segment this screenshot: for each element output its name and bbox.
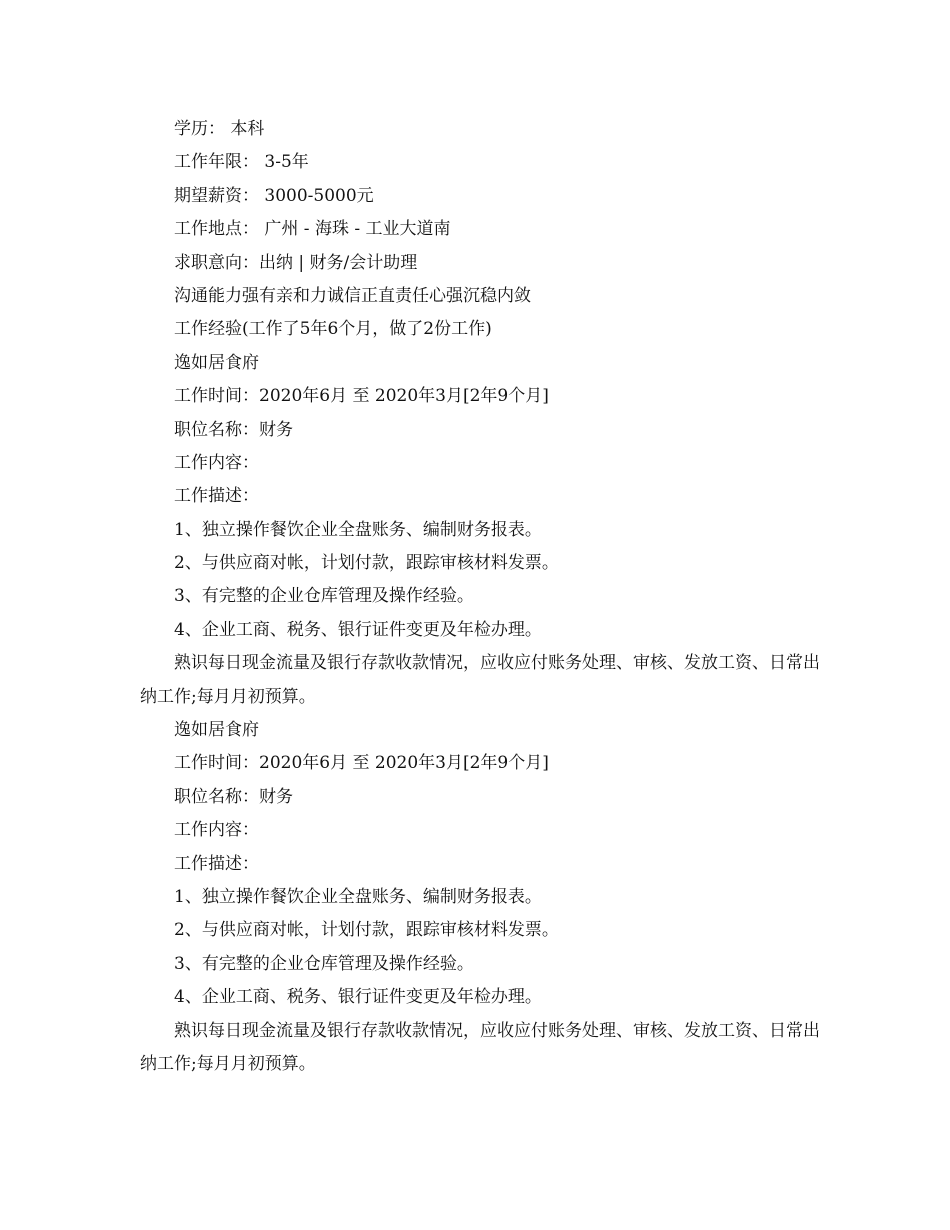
work-content-label: 工作内容：: [174, 452, 259, 473]
job-summary-paragraph: 熟识每日现金流量及银行存款收款情况，应收应付账务处理、审核、发放工资、日常出纳工作;每月月初预算。: [140, 1020, 820, 1074]
duty-item: 2、与供应商对帐，计划付款，跟踪审核材料发票。: [174, 920, 559, 941]
duty-item: 3、有完整的企业仓库管理及操作经验。: [174, 953, 474, 974]
position-title: 职位名称：财务: [174, 419, 293, 440]
work-description-label: 工作描述：: [174, 853, 259, 874]
company-name: 逸如居食府: [174, 720, 259, 741]
duty-item: 4、企业工商、税务、银行证件变更及年检办理。: [174, 987, 542, 1008]
work-years-line: 工作年限： 3-5年: [174, 152, 309, 173]
work-period: 工作时间：2020年6月 至 2020年3月[2年9个月]: [174, 753, 549, 774]
company-name: 逸如居食府: [174, 352, 259, 373]
job-entry: [140, 714, 830, 1081]
work-location-line: 工作地点： 广州 - 海珠 - 工业大道南: [174, 219, 451, 240]
resume-content: [140, 113, 830, 1081]
duty-item: 4、企业工商、税务、银行证件变更及年检办理。: [174, 619, 542, 640]
position-title: 职位名称：财务: [174, 786, 293, 807]
duty-item: 2、与供应商对帐，计划付款，跟踪审核材料发票。: [174, 553, 559, 574]
job-entry: [140, 347, 830, 714]
work-period: 工作时间：2020年6月 至 2020年3月[2年9个月]: [174, 386, 549, 407]
work-content-label: 工作内容：: [174, 820, 259, 841]
duty-item: 1、独立操作餐饮企业全盘账务、编制财务报表。: [174, 519, 542, 540]
job-summary-paragraph: 熟识每日现金流量及银行存款收款情况，应收应付账务处理、审核、发放工资、日常出纳工作;每月月初预算。: [140, 653, 820, 707]
experience-summary-line: 工作经验(工作了5年6个月，做了2份工作): [174, 319, 492, 340]
duty-item: 1、独立操作餐饮企业全盘账务、编制财务报表。: [174, 887, 542, 908]
education-line: 学历： 本科: [174, 119, 265, 139]
work-description-label: 工作描述：: [174, 486, 259, 507]
personal-traits-line: 沟通能力强有亲和力诚信正直责任心强沉稳内敛: [174, 285, 531, 306]
expected-salary-line: 期望薪资： 3000-5000元: [174, 185, 374, 206]
duty-item: 3、有完整的企业仓库管理及操作经验。: [174, 586, 474, 607]
job-intention-line: 求职意向：出纳 | 财务/会计助理: [174, 252, 418, 273]
